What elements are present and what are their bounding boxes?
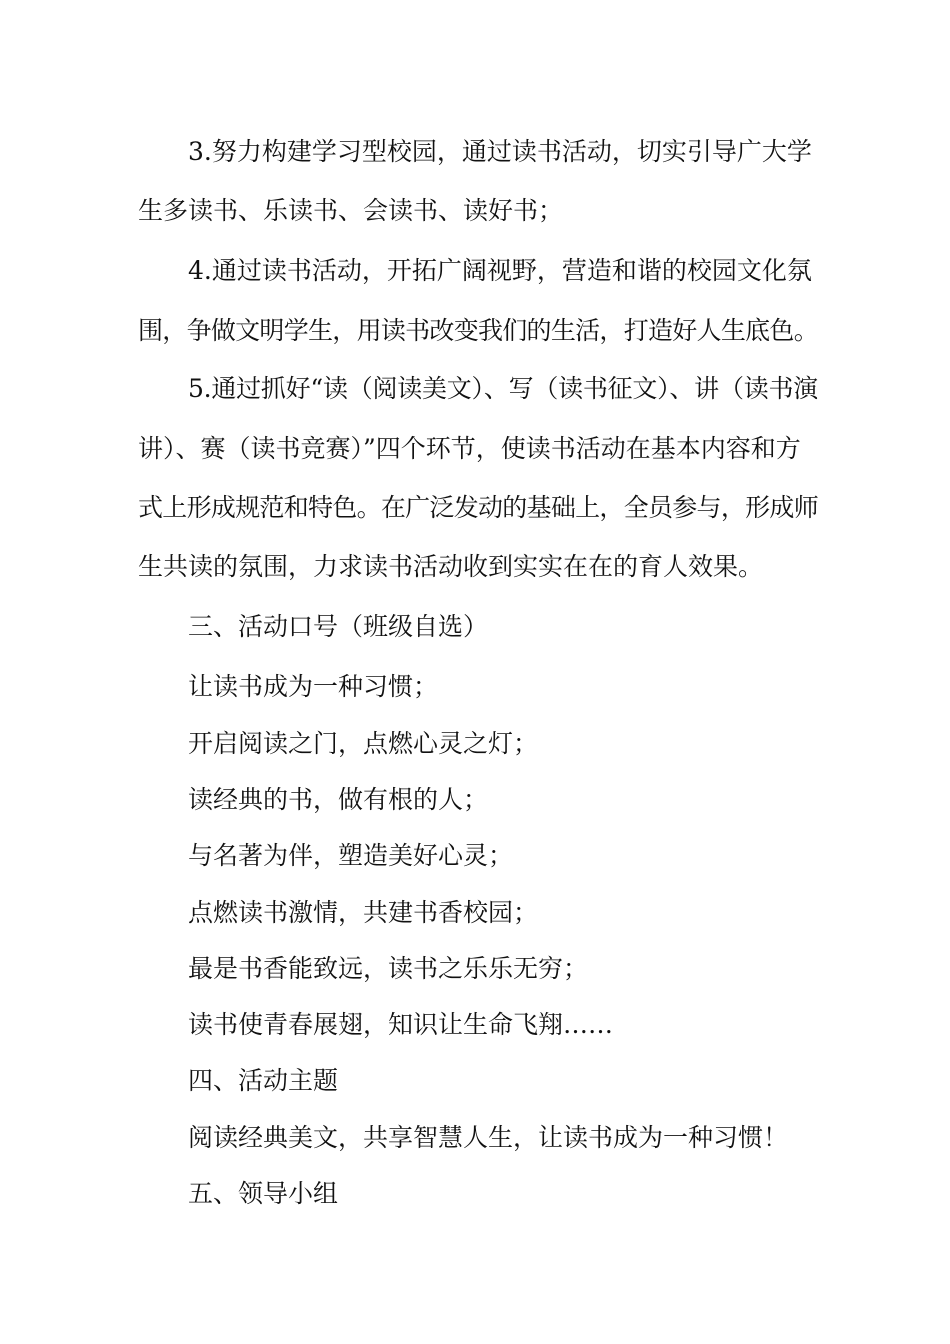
slogan-item: 与名著为伴，塑造美好心灵； — [188, 841, 514, 870]
paragraph-5-line-4: 生共读的氛围，力求读书活动收到实实在在的育人效果。 — [138, 552, 764, 581]
section-4-heading: 四、活动主题 — [188, 1066, 339, 1095]
paragraph-3-line-1: 3.努力构建学习型校园，通过读书活动，切实引导广大学 — [188, 137, 812, 166]
slogan-item: 最是书香能致远，读书之乐乐无穷； — [188, 954, 589, 983]
section-4-theme: 阅读经典美文，共享智慧人生，让读书成为一种习惯！ — [188, 1123, 789, 1152]
slogan-item: 读经典的书，做有根的人； — [188, 785, 489, 814]
paragraph-4-line-2: 围，争做文明学生，用读书改变我们的生活，打造好人生底色。 — [138, 316, 818, 345]
section-5-heading: 五、领导小组 — [188, 1179, 339, 1208]
section-3-heading: 三、活动口号（班级自选） — [188, 612, 489, 641]
paragraph-5-line-3: 式上形成规范和特色。在广泛发动的基础上，全员参与，形成师 — [138, 493, 818, 522]
slogan-item: 点燃读书激情，共建书香校园； — [188, 898, 539, 927]
slogan-item: 开启阅读之门，点燃心灵之灯； — [188, 729, 539, 758]
paragraph-5-line-2: 讲）、赛（读书竞赛）”四个环节，使读书活动在基本内容和方 — [138, 434, 801, 463]
paragraph-3-line-2: 生多读书、乐读书、会读书、读好书； — [138, 196, 564, 225]
slogan-item: 让读书成为一种习惯； — [188, 672, 439, 701]
slogan-item: 读书使青春展翅，知识让生命飞翔…… — [188, 1010, 614, 1039]
paragraph-4-line-1: 4.通过读书活动，开拓广阔视野，营造和谐的校园文化氛 — [188, 256, 812, 285]
paragraph-5-line-1: 5.通过抓好“读（阅读美文）、写（读书征文）、讲（读书演 — [188, 374, 818, 403]
